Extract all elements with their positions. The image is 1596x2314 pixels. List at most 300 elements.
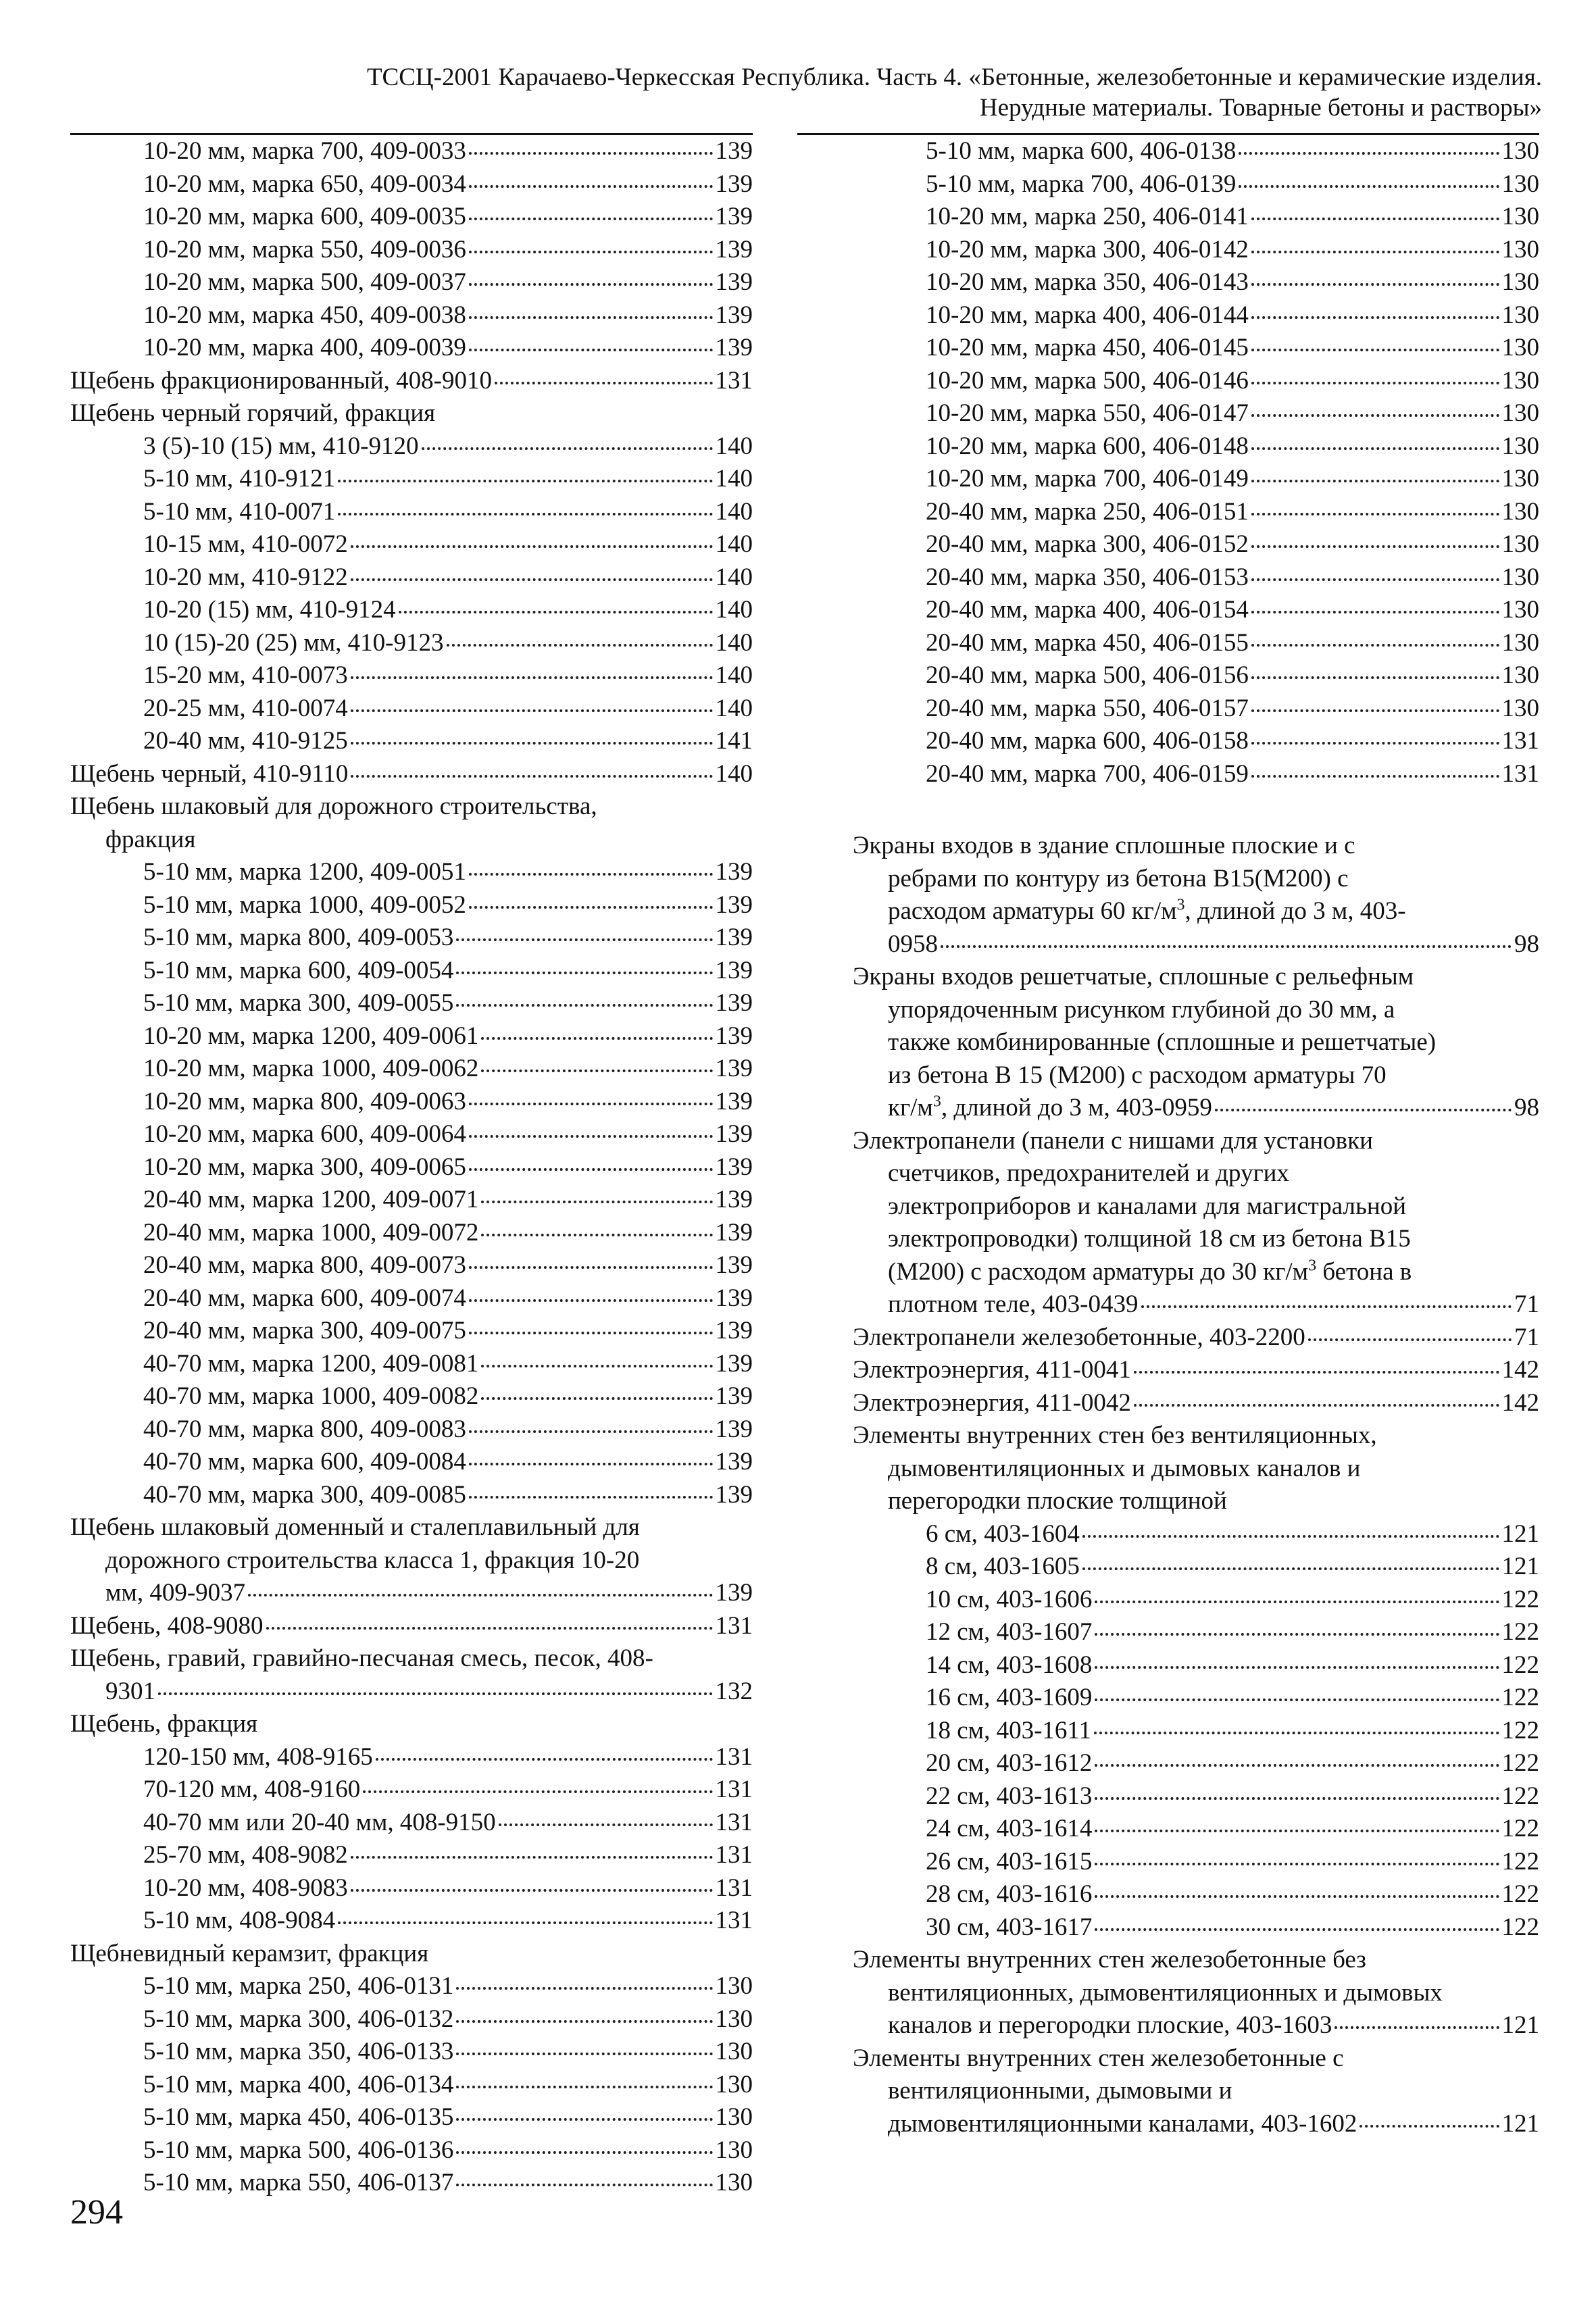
entry-page-ref: 122 (1501, 1815, 1539, 1842)
entry-page-ref: 140 (715, 694, 753, 722)
index-entry (70, 856, 753, 889)
entry-text-line: дорожного строительства класса 1, фракция 10-20 (105, 1546, 640, 1574)
index-entry (70, 365, 753, 398)
dot-leader (1082, 1567, 1499, 1570)
entry-text: 10-20 мм, 408-9083 (143, 1873, 348, 1902)
entry-text: Щебень черный горячий, фракция (70, 399, 436, 427)
entry-text: 24 см, 403-1614 (926, 1815, 1093, 1842)
index-entry (70, 659, 753, 693)
index-entry (853, 1715, 1539, 1748)
dot-leader (1215, 1109, 1512, 1111)
entry-text: 10-20 мм, марка 450, 406-0145 (926, 334, 1249, 361)
index-entry (70, 922, 753, 955)
index-entry (853, 1747, 1539, 1780)
dot-leader (376, 1758, 713, 1761)
entry-text: Щебень фракционированный, 408-9010 (70, 366, 492, 395)
index-entry (853, 1846, 1539, 1879)
index-entry (70, 1315, 753, 1348)
entry-text: 40-70 мм, марка 1000, 409-0082 (143, 1382, 479, 1410)
index-entry (853, 266, 1539, 299)
dot-leader (1134, 1371, 1499, 1374)
entry-text-line: упорядоченным рисунком глубиной до 30 мм, а (888, 995, 1395, 1024)
entry-text: 20-40 мм, марка 1000, 409-0072 (143, 1218, 479, 1247)
entry-text-line: Элементы внутренних стен железобетонные без (853, 1946, 1366, 1973)
dot-leader (1251, 644, 1499, 647)
entry-text: 5-10 мм, марка 400, 406-0134 (143, 2070, 454, 2098)
entry-text: 5-10 мм, марка 550, 406-0137 (143, 2169, 454, 2196)
entry-text: 5-10 мм, марка 1000, 409-0052 (143, 890, 466, 919)
entry-page-ref: 139 (715, 268, 753, 296)
entry-text: 10-20 мм, марка 450, 409-0038 (143, 301, 466, 329)
dot-leader (1335, 2026, 1499, 2029)
entry-text: Щебень, 408-9080 (70, 1611, 264, 1640)
index-entry (853, 725, 1539, 758)
entry-page-ref: 139 (715, 989, 753, 1017)
dot-leader (469, 251, 713, 253)
entry-text: 5-10 мм, марка 350, 406-0133 (143, 2038, 454, 2065)
entry-text: 5-10 мм, 410-0071 (143, 497, 336, 526)
entry-text: 5-10 мм, марка 1200, 409-0051 (143, 858, 466, 886)
dot-leader (1095, 1830, 1499, 1832)
entry-text-line: электроприборов и каналами для магистральной (888, 1192, 1406, 1220)
entry-text: Щебневидный керамзит, фракция (70, 1939, 429, 1967)
entry-text-line: расходом арматуры 60 $кг/м^3$, длиной до 3 м, 403- (888, 896, 1406, 925)
entry-text: 28 см, 403-1616 (926, 1880, 1093, 1908)
dot-leader (248, 1594, 712, 1596)
entry-text: 40-70 мм или 20-40 мм, 408-9150 (143, 1808, 496, 1836)
entry-page-ref: 139 (715, 1218, 753, 1247)
dot-leader (456, 2151, 712, 2154)
running-header (68, 62, 1542, 123)
index-entry (70, 1839, 753, 1872)
index-entry (70, 725, 753, 758)
entry-text-line: ребрами по контуру из бетона В15(М200) с (888, 864, 1349, 892)
entry-text: 22 см, 403-1613 (926, 1782, 1093, 1810)
dot-leader (1251, 709, 1499, 712)
index-entry (70, 1184, 753, 1217)
index-entry (70, 496, 753, 529)
entry-page-ref: 140 (715, 596, 753, 624)
dot-leader (338, 1921, 712, 1924)
entry-text: 5-10 мм, марка 700, 406-0139 (926, 170, 1237, 198)
dot-leader (469, 1266, 713, 1269)
entry-text: 20-40 мм, 410-9125 (143, 727, 348, 755)
index-entry (70, 1086, 753, 1119)
entry-page-ref: 98 (1514, 930, 1539, 958)
index-entry (853, 1125, 1539, 1322)
index-entry (853, 627, 1539, 660)
entry-page-ref: 121 (1501, 1519, 1539, 1548)
entry-text: 5-10 мм, марка 300, 406-0132 (143, 2005, 454, 2033)
index-entry (853, 1813, 1539, 1846)
entry-text: 10-20 мм, марка 300, 409-0065 (143, 1153, 466, 1181)
entry-page-ref: 122 (1501, 1913, 1539, 1941)
dot-leader (351, 709, 713, 712)
index-entry (70, 2101, 753, 2134)
dot-leader (1134, 1404, 1499, 1407)
entry-text: 5-10 мм, 408-9084 (143, 1907, 336, 1934)
dot-leader (1251, 480, 1499, 482)
entry-page-ref: 139 (715, 1022, 753, 1050)
entry-page-ref: 131 (715, 1873, 753, 1902)
index-entry (70, 1413, 753, 1447)
index-entry (70, 1807, 753, 1840)
index-entry (70, 1118, 753, 1151)
entry-page-ref: 130 (1501, 628, 1539, 657)
entry-text: 20-40 мм, марка 600, 406-0158 (926, 727, 1249, 755)
index-entry (70, 1970, 753, 2003)
index-entry (70, 2167, 753, 2200)
index-entry (70, 693, 753, 726)
entry-text: 20-40 мм, марка 250, 406-0151 (926, 497, 1249, 526)
entry-text: 40-70 мм, марка 1200, 409-0081 (143, 1349, 479, 1378)
entry-text: 10-20 мм, марка 250, 406-0141 (926, 203, 1249, 230)
index-entry (70, 1249, 753, 1282)
dot-leader (1095, 1895, 1499, 1898)
entry-page-ref: 122 (1501, 1749, 1539, 1777)
entry-text: Электроэнергия, 411-0041 (853, 1356, 1131, 1384)
entry-text: 20-40 мм, марка 300, 406-0152 (926, 530, 1249, 558)
entry-page-ref: 139 (715, 924, 753, 951)
dot-leader (469, 218, 713, 220)
dot-leader (422, 447, 713, 450)
entry-page-ref: 130 (715, 2136, 753, 2164)
dot-leader (469, 1332, 713, 1334)
index-entry (70, 955, 753, 988)
entry-text: 40-70 мм, марка 300, 409-0085 (143, 1480, 466, 1509)
dot-leader (1095, 1928, 1499, 1931)
entry-text: 10-20 мм, марка 800, 409-0063 (143, 1087, 466, 1115)
entry-page-ref: 130 (1501, 465, 1539, 493)
dot-leader (456, 1004, 712, 1007)
entry-page-ref: 139 (715, 1579, 753, 1607)
entry-page-ref: 131 (1501, 727, 1539, 755)
entry-page-ref: 139 (715, 334, 753, 361)
index-entry (853, 332, 1539, 365)
entry-text: 8 см, 403-1605 (926, 1553, 1080, 1580)
entry-text: 25-70 мм, 408-9082 (143, 1841, 348, 1869)
entry-page-ref: 122 (1501, 1880, 1539, 1908)
entry-page-ref: 139 (715, 1251, 753, 1279)
entry-text: 10-20 мм, марка 400, 409-0039 (143, 334, 466, 361)
entry-page-ref: 139 (715, 235, 753, 263)
entry-page-ref: 130 (1501, 268, 1539, 296)
header-line-2: Нерудные материалы. Товарные бетоны и растворы» (979, 94, 1542, 122)
dot-leader (1251, 283, 1499, 286)
entry-page-ref: 132 (715, 1677, 753, 1705)
entry-text: 20-40 мм, марка 300, 409-0075 (143, 1317, 466, 1344)
dot-leader (1251, 513, 1499, 515)
entry-text-line: Элементы внутренних стен без вентиляционных, (853, 1422, 1377, 1449)
entry-text: 10-20 мм, марка 700, 409-0033 (143, 137, 466, 165)
index-entry (70, 1380, 753, 1413)
right-index-column (853, 135, 1539, 2140)
index-entry (853, 1682, 1539, 1715)
entry-page-ref: 131 (715, 366, 753, 395)
entry-text: 6 см, 403-1604 (926, 1519, 1080, 1548)
index-entry (70, 201, 753, 234)
entry-page-ref: 131 (715, 1611, 753, 1640)
index-entry (853, 961, 1539, 1125)
entry-page-ref: 98 (1514, 1094, 1539, 1122)
entry-page-ref: 121 (1501, 1553, 1539, 1580)
index-entry (853, 299, 1539, 332)
entry-page-ref: 130 (1501, 661, 1539, 689)
entry-text: 10-20 мм, марка 650, 409-0034 (143, 170, 466, 198)
dot-leader (469, 152, 713, 155)
dot-leader (481, 1070, 712, 1072)
dot-leader (456, 2053, 712, 2055)
index-entry (70, 135, 753, 168)
entry-page-ref: 130 (1501, 694, 1539, 722)
dot-leader (469, 349, 713, 351)
dot-leader (469, 1135, 713, 1138)
dot-leader (1251, 349, 1499, 351)
index-entry (853, 1387, 1539, 1420)
index-entry (70, 2003, 753, 2036)
index-entry (70, 1446, 753, 1479)
entry-page-ref: 139 (715, 1317, 753, 1344)
entry-text: $кг/м^3$, длиной до 3 м, 403-0959 (888, 1092, 1212, 1122)
index-entry (70, 266, 753, 299)
entry-page-ref: 130 (715, 2169, 753, 2196)
entry-page-ref: 130 (1501, 563, 1539, 591)
entry-text: 20-40 мм, марка 500, 406-0156 (926, 661, 1249, 689)
entry-text: 5-10 мм, 410-9121 (143, 465, 336, 493)
dot-leader (1251, 414, 1499, 417)
entry-text: 20-40 мм, марка 800, 409-0073 (143, 1251, 466, 1279)
index-entry (70, 1938, 753, 1971)
index-entry (70, 1020, 753, 1053)
entry-text: 10-20 мм, марка 550, 406-0147 (926, 399, 1249, 427)
entry-text: 20-40 мм, марка 350, 406-0153 (926, 563, 1249, 591)
entry-page-ref: 131 (715, 1808, 753, 1836)
entry-text: 10-20 мм, марка 500, 406-0146 (926, 366, 1249, 395)
index-entry (70, 824, 753, 857)
dot-leader (456, 2020, 712, 2023)
entry-page-ref: 139 (715, 301, 753, 329)
dot-leader (338, 480, 712, 482)
dot-leader (1095, 1863, 1499, 1865)
entry-page-ref: 130 (715, 2103, 753, 2131)
dot-leader (469, 1463, 713, 1465)
dot-leader (499, 1823, 713, 1826)
dot-leader (469, 1430, 713, 1433)
entry-page-ref: 130 (1501, 334, 1539, 361)
entry-text: плотном теле, 403-0439 (888, 1290, 1139, 1318)
entry-text: 5-10 мм, марка 500, 406-0136 (143, 2136, 454, 2164)
index-entry (853, 1944, 1539, 2042)
entry-page-ref: 139 (715, 1448, 753, 1476)
dot-leader (456, 2118, 712, 2121)
entry-page-ref: 71 (1514, 1323, 1539, 1351)
entry-page-ref: 141 (715, 727, 753, 755)
entry-page-ref: 139 (715, 890, 753, 919)
entry-page-ref: 121 (1501, 2011, 1539, 2039)
dot-leader (1308, 1338, 1512, 1341)
entry-page-ref: 130 (1501, 530, 1539, 558)
entry-page-ref: 142 (1501, 1388, 1539, 1417)
entry-page-ref: 139 (715, 1284, 753, 1312)
entry-page-ref: 140 (715, 628, 753, 657)
index-entry (853, 1584, 1539, 1617)
dot-leader (481, 1234, 712, 1236)
dot-leader (469, 316, 713, 319)
dot-leader (1251, 218, 1499, 220)
entry-page-ref: 122 (1501, 1585, 1539, 1613)
index-entry (70, 463, 753, 496)
dot-leader (351, 775, 712, 778)
index-entry (853, 1616, 1539, 1649)
entry-page-ref: 122 (1501, 1684, 1539, 1711)
entry-page-ref: 131 (715, 1841, 753, 1869)
dot-leader (1251, 447, 1499, 450)
left-index-column (70, 135, 753, 2200)
entry-page-ref: 130 (1501, 170, 1539, 198)
index-entry (853, 1354, 1539, 1387)
entry-text-line: Элементы внутренних стен железобетонные с (853, 2044, 1344, 2072)
entry-page-ref: 130 (1501, 596, 1539, 624)
index-entry (70, 1872, 753, 1905)
dot-leader (1251, 578, 1499, 581)
entry-gap (853, 790, 1539, 830)
entry-page-ref: 139 (715, 858, 753, 886)
entry-text: каналов и перегородки плоские, 403-1603 (888, 2011, 1332, 2039)
entry-text: 20-40 мм, марка 550, 406-0157 (926, 694, 1249, 722)
entry-page-ref: 130 (715, 2070, 753, 2098)
entry-text-line: вентиляционных, дымовентиляционных и дымовых (888, 1978, 1443, 2007)
entry-page-ref: 122 (1501, 1716, 1539, 1744)
index-entry (70, 2134, 753, 2167)
index-entry (70, 332, 753, 365)
dot-leader (1251, 676, 1499, 679)
index-entry (853, 561, 1539, 595)
entry-text: перегородки плоские толщиной (888, 1487, 1227, 1515)
index-entry (70, 889, 753, 922)
index-entry (853, 1878, 1539, 1911)
dot-leader (1095, 1699, 1499, 1701)
index-entry (853, 135, 1539, 168)
entry-text: 5-10 мм, марка 450, 406-0135 (143, 2103, 454, 2131)
entry-page-ref: 130 (1501, 432, 1539, 460)
entry-text-line: дымовентиляционных и дымовых каналов и (888, 1454, 1361, 1482)
entry-text: 10-20 мм, марка 400, 406-0144 (926, 301, 1249, 329)
dot-leader (266, 1627, 713, 1630)
index-entry (70, 1741, 753, 1774)
index-entry (853, 397, 1539, 430)
dot-leader (469, 283, 713, 286)
entry-text-line: из бетона В 15 (М200) с расходом арматуры 70 (888, 1061, 1387, 1089)
dot-leader (469, 906, 713, 909)
dot-leader (351, 742, 713, 745)
index-entry (70, 1905, 753, 1938)
dot-leader (456, 938, 712, 941)
dot-leader (158, 1692, 713, 1695)
dot-leader (1239, 152, 1499, 155)
index-entry (70, 1151, 753, 1184)
dot-leader (481, 1037, 712, 1040)
entry-text: 5-10 мм, марка 800, 409-0053 (143, 924, 454, 951)
entry-text: Щебень, фракция (70, 1710, 258, 1738)
entry-text-line: счетчиков, предохранителей и других (888, 1159, 1289, 1187)
entry-text: 20-25 мм, 410-0074 (143, 694, 348, 722)
index-entry (70, 1282, 753, 1315)
dot-leader (1095, 1666, 1499, 1669)
index-entry (70, 790, 753, 824)
dot-leader (456, 1987, 712, 1990)
entry-text-line: Щебень, гравий, гравийно-песчаная смесь, песок, 408- (70, 1644, 653, 1672)
dot-leader (941, 945, 1512, 948)
entry-page-ref: 71 (1514, 1290, 1539, 1318)
entry-text: 10-20 мм, марка 600, 406-0148 (926, 432, 1249, 460)
entry-text: 20-40 мм, марка 700, 406-0159 (926, 759, 1249, 788)
index-entry (853, 659, 1539, 693)
entry-text-line: Электропанели (панели с нишами для установки (853, 1126, 1373, 1155)
dot-leader (338, 513, 712, 515)
entry-page-ref: 139 (715, 1382, 753, 1410)
entry-page-ref: 139 (715, 1415, 753, 1443)
entry-text: 20-40 мм, марка 400, 406-0154 (926, 596, 1249, 624)
entry-page-ref: 130 (1501, 301, 1539, 329)
dot-leader (351, 545, 713, 548)
dot-leader (1082, 1535, 1499, 1538)
dot-leader (469, 1299, 713, 1302)
dot-leader (469, 1496, 713, 1499)
index-entry (853, 528, 1539, 561)
entry-text: 20-40 мм, марка 600, 409-0074 (143, 1284, 466, 1312)
entry-text: фракция (105, 825, 196, 853)
entry-page-ref: 121 (1501, 2109, 1539, 2138)
index-entry (70, 594, 753, 627)
index-entry (853, 430, 1539, 463)
entry-text: 0958 (888, 930, 938, 958)
entry-text: 10-15 мм, 410-0072 (143, 530, 348, 558)
index-entry (70, 1642, 753, 1708)
entry-page-ref: 130 (715, 2038, 753, 2065)
entry-text: 10-20 мм, марка 600, 409-0064 (143, 1120, 466, 1148)
entry-page-ref: 140 (715, 432, 753, 460)
entry-text: 40-70 мм, марка 800, 409-0083 (143, 1415, 466, 1443)
entry-page-ref: 139 (715, 1120, 753, 1148)
entry-text: 10-20 мм, марка 1200, 409-0061 (143, 1022, 479, 1050)
dot-leader (1251, 316, 1499, 319)
index-entry (70, 1511, 753, 1610)
index-entry (70, 1217, 753, 1250)
entry-page-ref: 139 (715, 1055, 753, 1082)
index-entry (853, 1518, 1539, 1551)
index-entry (853, 758, 1539, 791)
dot-leader (1095, 1797, 1499, 1800)
entry-page-ref: 130 (1501, 497, 1539, 526)
entry-text: 20 см, 403-1612 (926, 1749, 1093, 1777)
entry-text: Электроэнергия, 411-0042 (853, 1388, 1131, 1417)
index-entry (70, 1348, 753, 1381)
dot-leader (1360, 2125, 1499, 2128)
entry-page-ref: 139 (715, 203, 753, 230)
dot-leader (469, 1168, 713, 1171)
dot-leader (1251, 775, 1499, 778)
entry-page-ref: 139 (715, 956, 753, 984)
entry-text: 70-120 мм, 408-9160 (143, 1776, 361, 1803)
entry-page-ref: 122 (1501, 1651, 1539, 1679)
dot-leader (456, 2184, 712, 2186)
entry-text: 10-20 мм, марка 600, 409-0035 (143, 203, 466, 230)
dot-leader (495, 382, 713, 384)
entry-text: 10-20 мм, марка 350, 406-0143 (926, 268, 1249, 296)
entry-page-ref: 140 (715, 530, 753, 558)
index-entry (853, 168, 1539, 201)
entry-text-line: (М200) с расходом арматуры до 30 $кг/м^3$ бетона в (888, 1257, 1412, 1286)
